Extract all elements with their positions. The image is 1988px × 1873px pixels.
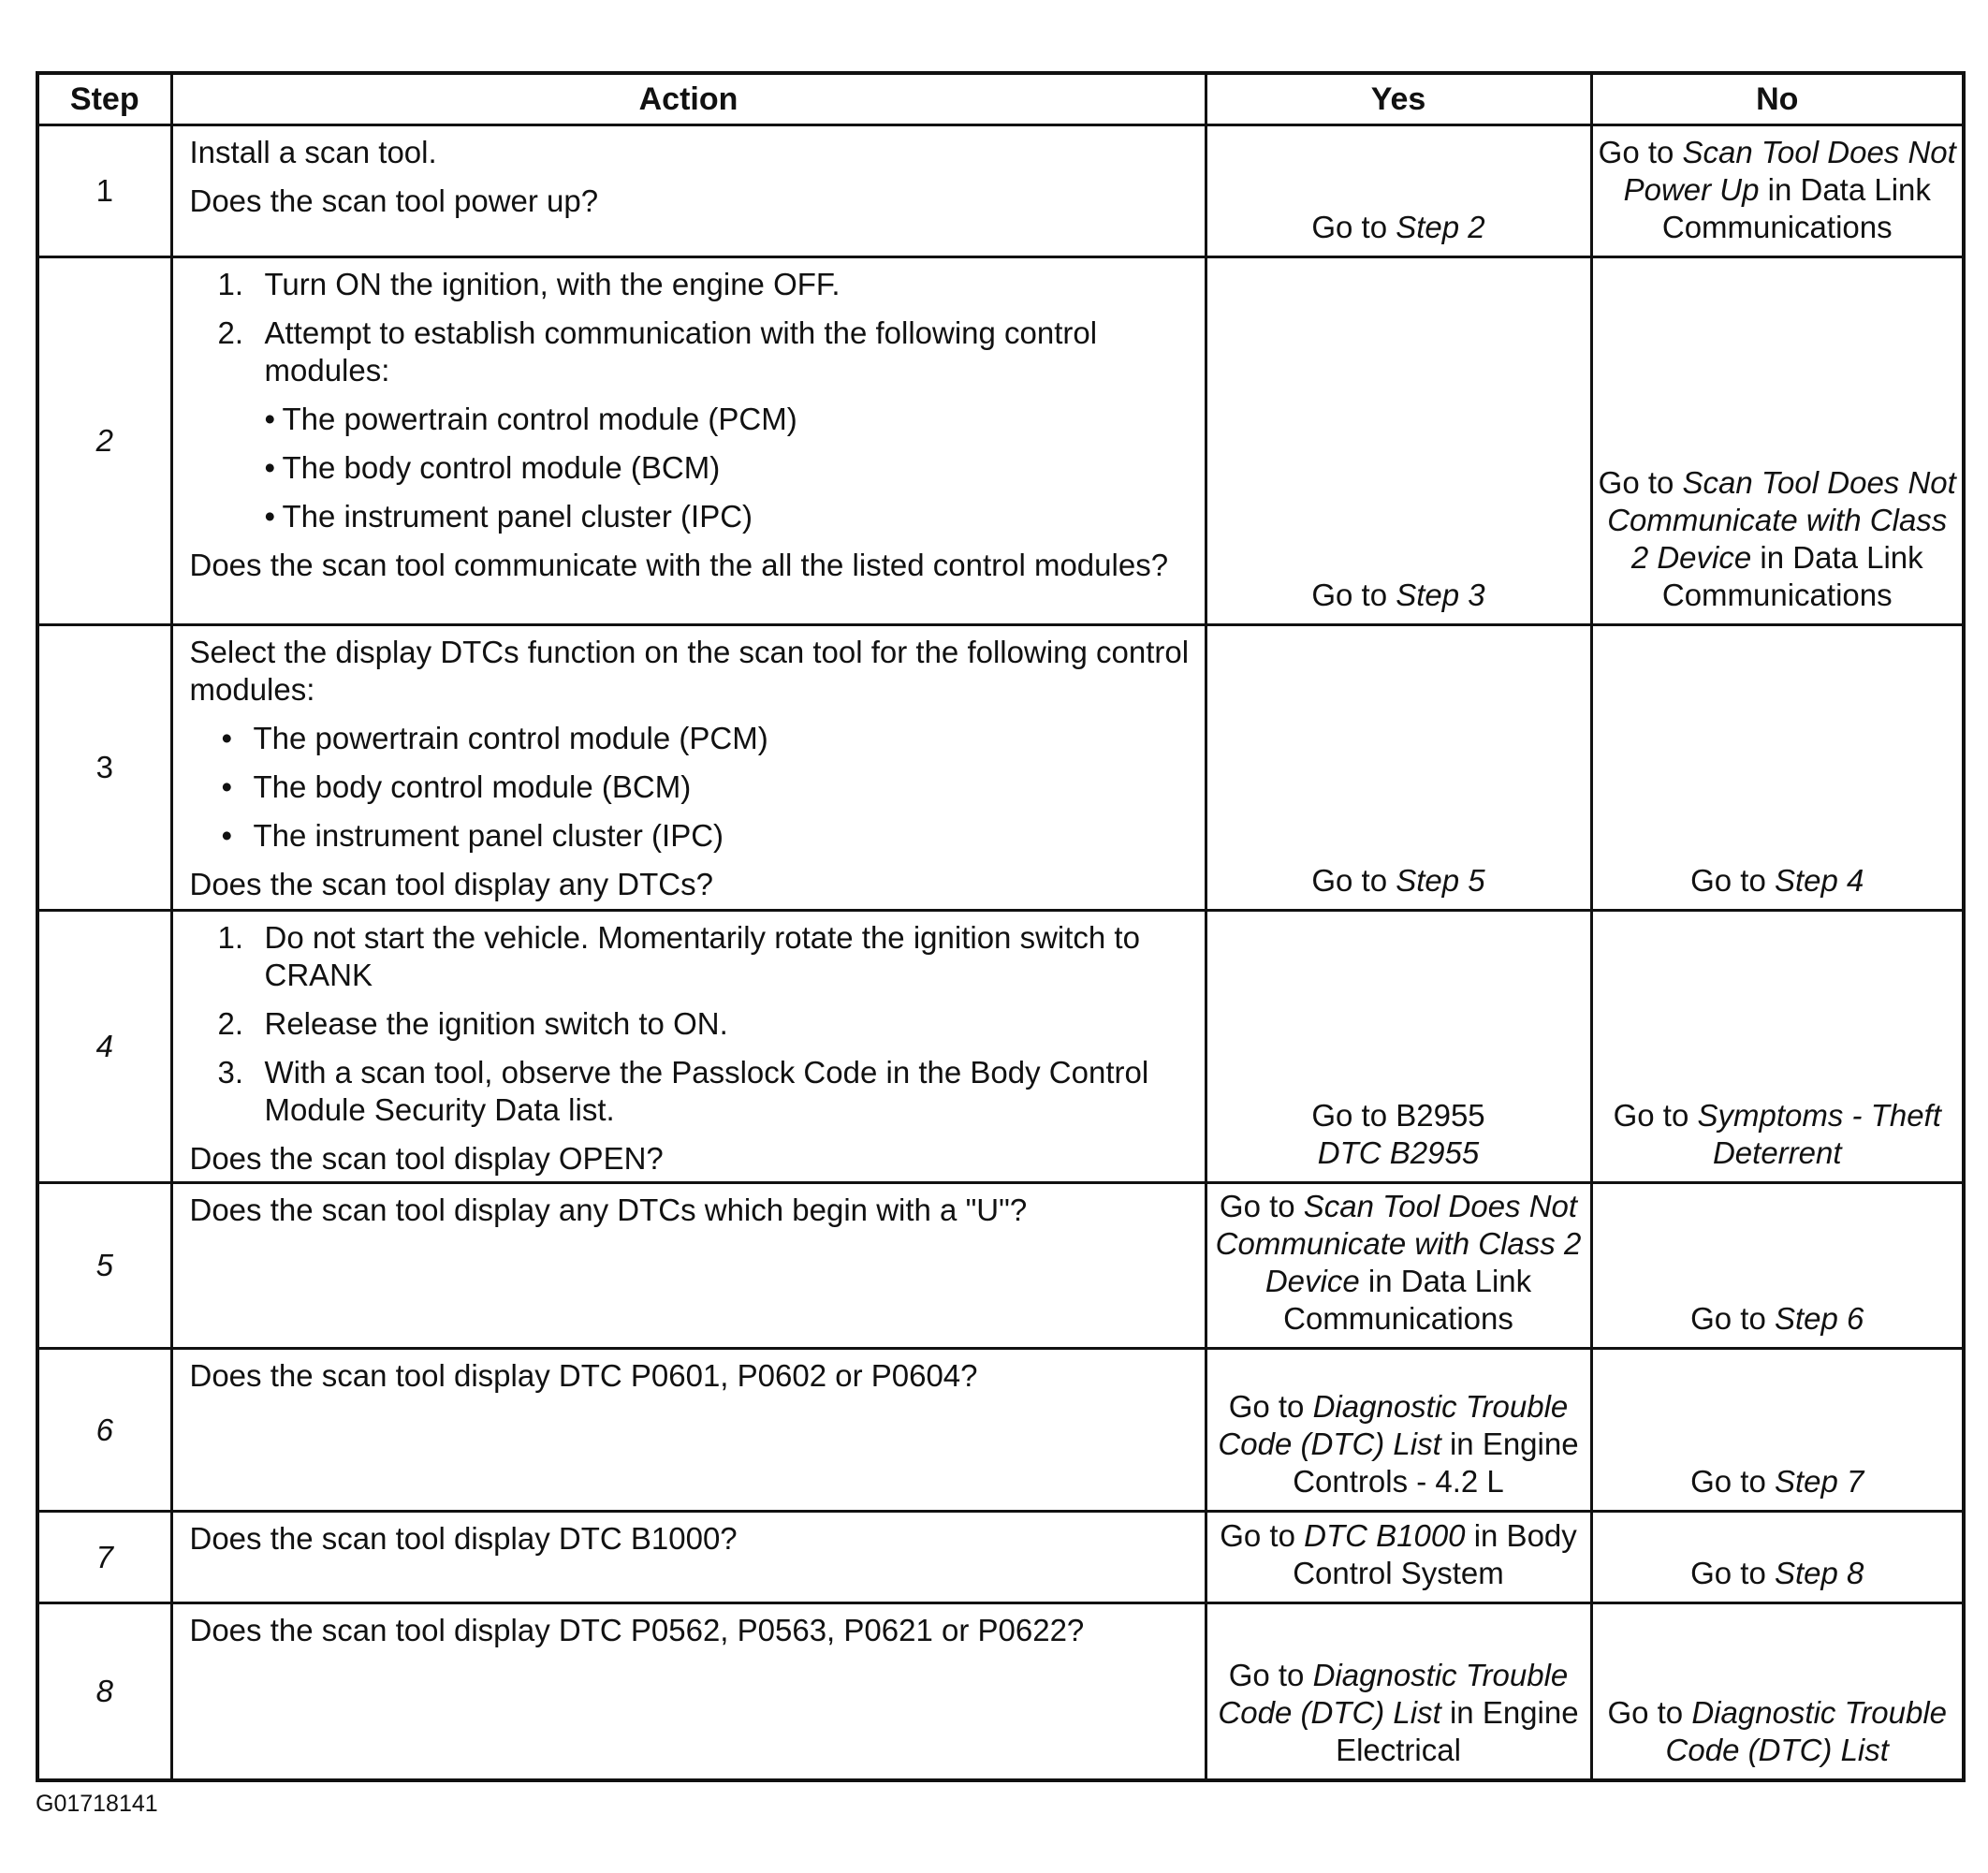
- yes-cell: [1206, 1349, 1591, 1512]
- numbered-item: 1. Do not start the vehicle. Momentarily rotate the ignition switch to CRANK: [217, 920, 1140, 992]
- step-number: 3: [37, 625, 171, 911]
- table-row: [37, 1603, 1964, 1780]
- yes-link[interactable]: Step 3: [1396, 578, 1485, 612]
- numbered-item: 3. With a scan tool, observe the Passlock Code in the Body Control Module Security Data list.: [217, 1055, 1149, 1127]
- table-row: [37, 257, 1964, 625]
- action-cell: [171, 625, 1206, 911]
- yes-cell: [1206, 125, 1591, 257]
- yes-text: Go to B2955: [1311, 1098, 1485, 1133]
- no-suffix: in Data Link Communications: [1661, 540, 1923, 612]
- table-row: [37, 625, 1964, 911]
- yes-text: Go to: [1311, 210, 1396, 244]
- yes-link[interactable]: Scan Tool Does Not Communicate with Class 2 Device: [1215, 1189, 1582, 1298]
- action-question: Does the scan tool power up?: [189, 183, 599, 218]
- yes-suffix: in Body Control System: [1293, 1518, 1577, 1590]
- yes-link[interactable]: Diagnostic Trouble Code (DTC) List: [1218, 1657, 1569, 1730]
- step-number: 7: [37, 1512, 171, 1603]
- yes-link[interactable]: Step 2: [1396, 210, 1485, 244]
- no-text: Go to: [1690, 863, 1775, 898]
- no-link[interactable]: Step 8: [1774, 1556, 1864, 1590]
- no-cell: [1591, 125, 1964, 257]
- header-step: Step: [37, 73, 171, 125]
- bullet-item: • The powertrain control module (PCM): [221, 721, 768, 755]
- step-number: 4: [37, 911, 171, 1183]
- no-cell: [1591, 1349, 1964, 1512]
- action-question: Does the scan tool display DTC P0562, P0563, P0621 or P0622?: [189, 1613, 1085, 1647]
- step-number: 5: [37, 1183, 171, 1349]
- table-row: [37, 1349, 1964, 1512]
- no-link[interactable]: Step 6: [1774, 1301, 1864, 1336]
- yes-suffix: in Data Link Communications: [1283, 1264, 1532, 1336]
- yes-link[interactable]: DTC B2955: [1317, 1135, 1480, 1170]
- no-link[interactable]: Symptoms - Theft Deterrent: [1697, 1098, 1941, 1170]
- yes-text: Go to: [1219, 1189, 1304, 1223]
- header-yes: Yes: [1206, 73, 1591, 125]
- no-text: Go to: [1690, 1464, 1775, 1499]
- action-text: Install a scan tool.: [189, 135, 437, 169]
- table-row: [37, 125, 1964, 257]
- step-number: 2: [37, 257, 171, 625]
- yes-link[interactable]: Diagnostic Trouble Code (DTC) List: [1218, 1389, 1569, 1461]
- action-cell: [171, 1349, 1206, 1512]
- action-question: Does the scan tool display OPEN?: [189, 1141, 664, 1176]
- bullet-item: • The instrument panel cluster (IPC): [221, 818, 724, 853]
- yes-cell: [1206, 257, 1591, 625]
- yes-text: Go to: [1311, 863, 1396, 898]
- action-question: Does the scan tool display DTC P0601, P0602 or P0604?: [189, 1358, 978, 1393]
- bullet-item: • The body control module (BCM): [221, 769, 692, 804]
- yes-cell: [1206, 911, 1591, 1183]
- yes-cell: [1206, 1603, 1591, 1780]
- yes-suffix: in Engine Electrical: [1336, 1694, 1579, 1767]
- yes-cell: [1206, 625, 1591, 911]
- no-text: Go to: [1598, 465, 1683, 500]
- no-text: Go to: [1607, 1694, 1692, 1730]
- bullet-item: • The powertrain control module (PCM): [264, 402, 797, 436]
- no-cell: [1591, 911, 1964, 1183]
- action-cell: [171, 125, 1206, 257]
- action-cell: [171, 911, 1206, 1183]
- numbered-item: 2. Release the ignition switch to ON.: [217, 1006, 728, 1041]
- no-cell: [1591, 1512, 1964, 1603]
- no-text: Go to: [1613, 1098, 1698, 1133]
- no-cell: [1591, 1183, 1964, 1349]
- no-link[interactable]: Step 4: [1774, 863, 1864, 898]
- action-cell: [171, 1183, 1206, 1349]
- no-suffix: in Data Link Communications: [1661, 172, 1931, 244]
- bullet-item: • The instrument panel cluster (IPC): [264, 499, 753, 534]
- no-cell: [1591, 1603, 1964, 1780]
- action-question: Does the scan tool communicate with the all the listed control modules?: [189, 548, 1169, 582]
- table-row: [37, 1512, 1964, 1603]
- action-cell: [171, 257, 1206, 625]
- yes-cell: [1206, 1183, 1591, 1349]
- action-cell: [171, 1603, 1206, 1780]
- action-cell: [171, 1512, 1206, 1603]
- step-number: 8: [37, 1603, 171, 1780]
- action-text: Select the display DTCs function on the scan tool for the following control modules:: [189, 635, 1190, 707]
- numbered-item: 1. Turn ON the ignition, with the engine OFF.: [217, 267, 841, 301]
- yes-link[interactable]: DTC B1000: [1304, 1518, 1466, 1553]
- yes-text: Go to: [1228, 1657, 1313, 1692]
- numbered-item: 2. Attempt to establish communication with the following control modules:: [217, 315, 1098, 388]
- action-question: Does the scan tool display any DTCs?: [189, 867, 713, 901]
- yes-text: Go to: [1220, 1518, 1305, 1553]
- step-number: 1: [37, 125, 171, 257]
- no-text: Go to: [1598, 135, 1683, 169]
- yes-text: Go to: [1311, 578, 1396, 612]
- table-row: [37, 911, 1964, 1183]
- diagnostic-table: [36, 71, 1966, 1782]
- no-link[interactable]: Step 7: [1774, 1464, 1864, 1499]
- figure-id-label: G01718141: [36, 1791, 158, 1817]
- header-row: [37, 73, 1964, 125]
- no-cell: [1591, 625, 1964, 911]
- no-link[interactable]: Scan Tool Does Not Power Up: [1623, 135, 1956, 207]
- no-text: Go to: [1690, 1556, 1775, 1590]
- yes-text: Go to: [1228, 1389, 1313, 1424]
- action-question: Does the scan tool display DTC B1000?: [189, 1521, 738, 1556]
- yes-cell: [1206, 1512, 1591, 1603]
- no-link[interactable]: Diagnostic Trouble Code (DTC) List: [1665, 1694, 1948, 1767]
- header-action: Action: [171, 73, 1206, 125]
- no-cell: [1591, 257, 1964, 625]
- table-row: [37, 1183, 1964, 1349]
- no-link[interactable]: Scan Tool Does Not Communicate with Class 2 Device: [1607, 465, 1956, 575]
- bullet-item: • The body control module (BCM): [264, 450, 721, 485]
- yes-suffix: in Engine Controls - 4.2 L: [1293, 1427, 1579, 1499]
- step-number: 6: [37, 1349, 171, 1512]
- header-no: No: [1591, 73, 1964, 125]
- action-question: Does the scan tool display any DTCs which begin with a "U"?: [189, 1193, 1028, 1227]
- no-text: Go to: [1690, 1301, 1775, 1336]
- yes-link[interactable]: Step 5: [1396, 863, 1485, 898]
